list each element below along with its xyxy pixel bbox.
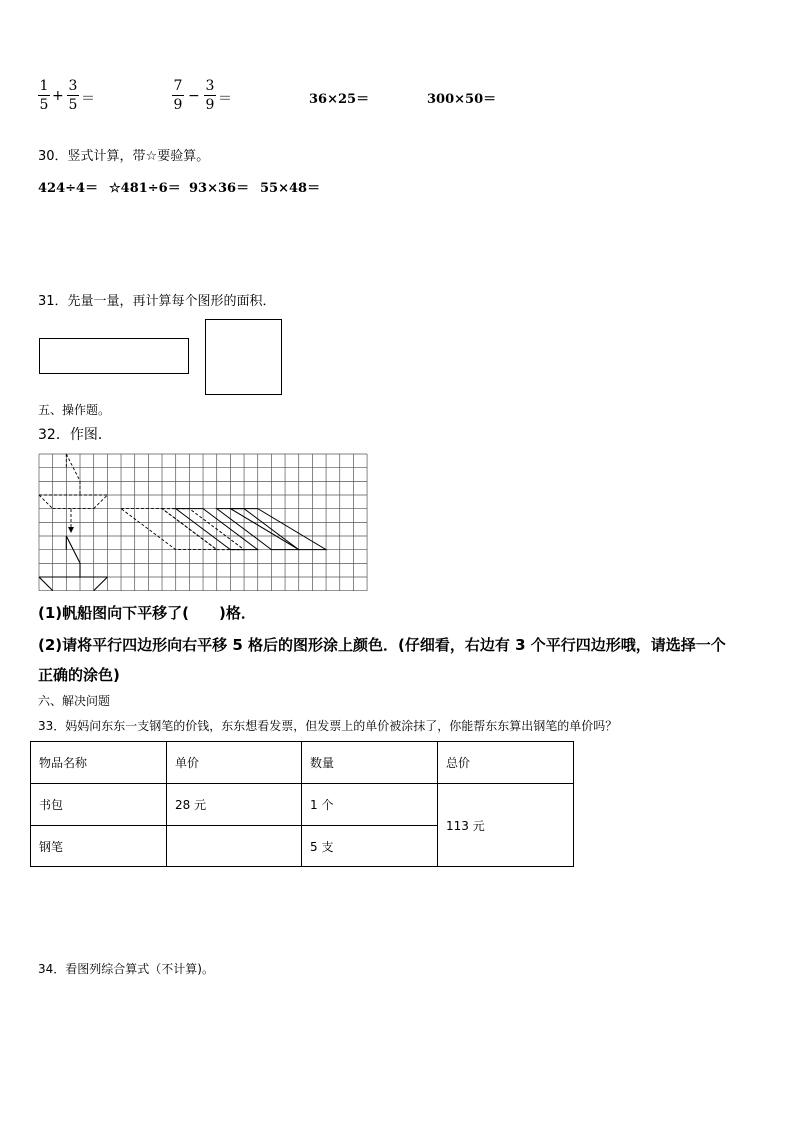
equals-sign: ＝ [81, 91, 95, 107]
row-schoolbag-name: 书包 [31, 784, 167, 826]
translate-arrow [68, 509, 74, 533]
q32-sub-2-line-1: (2)请将平行四边形向右平移 5 格后的图形涂上颜色．(仔细看，右边有 3 个平行四边形哦，请选择一个 [38, 636, 726, 654]
section-6-heading: 六、解决问题 [38, 694, 111, 708]
q30-title: 30．竖式计算，带☆要验算。 [38, 149, 210, 164]
invoice-table [30, 741, 574, 867]
total-price-cell: 113 元 [438, 784, 574, 867]
q32-sub-1: (1)帆船图向下平移了( )格． [38, 604, 256, 622]
multiplication-300x50: 300×50＝ [427, 92, 497, 107]
q33-title: 33．妈妈问东东一支钢笔的价钱，东东想看发票，但发票上的单价被涂抹了，你能帮东东算出钢笔的单价吗？ [38, 719, 618, 733]
fraction-1-5: 1 5 [39, 78, 49, 113]
q32-title: 32．作图． [38, 427, 112, 443]
plus-sign: + [52, 88, 64, 104]
q34-title: 34．看图列综合算式（不计算)。 [38, 962, 214, 976]
q31-title: 31．先量一量，再计算每个图形的面积． [38, 294, 276, 309]
section-5-heading: 五、操作题。 [38, 403, 111, 417]
fraction-3-5: 3 5 [68, 78, 78, 113]
equals-sign: ＝ [218, 91, 232, 107]
header-unit-price: 单价 [167, 742, 302, 784]
multiplication-36x25: 36×25＝ [309, 92, 370, 107]
q30-item-2: ☆481÷6＝ [109, 181, 181, 196]
q30-item-3: 93×36＝ [189, 181, 250, 196]
header-item-name: 物品名称 [31, 742, 167, 784]
row-pen-price [167, 826, 302, 867]
row-pen-qty: 5 支 [302, 826, 438, 867]
fraction-3-9: 3 9 [205, 78, 215, 113]
table-row [31, 784, 574, 826]
row-schoolbag-qty: 1 个 [302, 784, 438, 826]
q30-item-4: 55×48＝ [260, 181, 321, 196]
minus-sign: − [188, 88, 200, 104]
q32-sub-2-line-2: 正确的涂色) [38, 666, 120, 684]
header-total: 总价 [438, 742, 574, 784]
q30-item-1: 424÷4＝ [38, 181, 99, 196]
fraction-7-9: 7 9 [173, 78, 183, 113]
row-pen-name: 钢笔 [31, 826, 167, 867]
table-header-row [31, 742, 574, 784]
header-quantity: 数量 [302, 742, 438, 784]
grid-lines [39, 454, 367, 591]
row-schoolbag-price: 28 元 [167, 784, 302, 826]
